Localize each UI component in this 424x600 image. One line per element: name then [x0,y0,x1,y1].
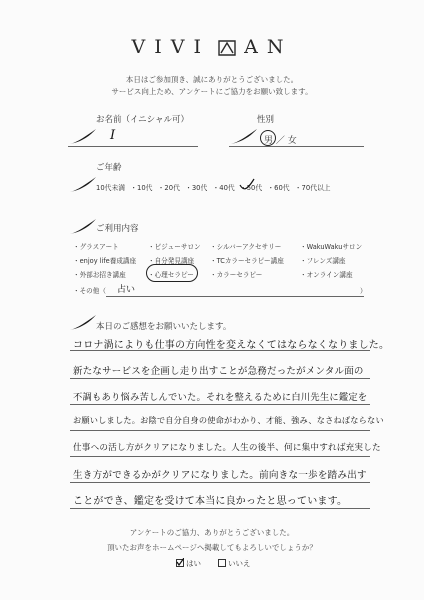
feedback-line [70,508,370,509]
gender-label: 性別 [257,115,275,125]
publish-no-option[interactable] [218,558,251,569]
gender-line [229,146,364,147]
age-label: ご年齢 [96,163,122,173]
quill-icon [68,128,98,146]
publish-yes-option[interactable] [176,558,201,569]
footer-thanks: アンケートのご協力、ありがとうございました。 [129,528,295,537]
service-vision-salon[interactable]: ・ビジューサロン [148,243,201,251]
service-other-close: ） [360,287,367,295]
gender-male[interactable]: 男 [264,136,274,146]
age-options [96,182,334,192]
feedback-text-line: コロナ渦によりも仕事の方向性を変えなくてはならなくなりました。 [73,340,390,351]
feedback-text-line: 仕事への活し方がクリアになりました。人生の後半、何に集中すれば充実した [73,443,381,453]
quill-icon [68,218,98,236]
service-gaibu-maneki[interactable]: ・外部お招き講座 [73,271,126,279]
service-selection-circle [146,264,198,282]
service-glass-art[interactable]: ・グラスアート [73,243,119,251]
gender-female[interactable]: 女 [287,136,297,146]
feedback-text-line: お願いしました。お陰で自分自身の使命がわかり、才能、強み、なさねばならない [73,415,384,425]
age-option[interactable]: 10代未満 [96,184,126,192]
service-silver-accessory[interactable]: ・シルバーアクセサリー [210,243,282,251]
age-option[interactable]: ・30代 [185,184,208,192]
age-option[interactable]: ・40代 [212,184,235,192]
service-self-discovery[interactable]: ・自分発見講座 [148,257,195,265]
feedback-text-line: 新たなサービスを企画し走り出すことが急務だったがメンタル面の [73,366,364,377]
feedback-line [70,430,370,431]
publish-no-label: いいえ [228,559,251,568]
intro-text [0,74,424,98]
feedback-line [70,404,370,405]
service-tc-color[interactable]: ・TCカラーセラピー講座 [210,257,284,265]
feedback-line [70,482,370,483]
service-shinri-therapy[interactable]: ・心理セラピー [148,271,194,279]
service-enjoy-life[interactable]: ・enjoy life養成講座 [73,257,137,265]
quill-icon [68,314,98,332]
footer-question: 頂いたお声をホームページへ掲載してもよろしいでしょうか？ [107,543,317,552]
feedback-text-line: ことができ、鑑定を受けて本当に良かったと思っています。 [73,496,348,507]
age-option[interactable]: ・20代 [157,184,180,192]
checkbox-checked-icon[interactable] [176,559,184,567]
checkbox-icon[interactable] [218,559,226,567]
intro-line-1: 本日はご参加頂き、誠にありがとうございました。 [125,75,299,84]
feedback-label: 本日のご感想をお願いいたします。 [96,322,232,332]
quill-icon [229,128,259,146]
name-value: I [110,128,116,143]
gender-selection-circle [260,130,276,146]
services-label: ご利用内容 [96,224,139,234]
age-option[interactable]: ・60代 [267,184,290,192]
intro-line-2: サービス向上ため、アンケートにご協力をお願い致します。 [111,87,313,96]
service-color-therapy[interactable]: ・カラーセラピー [210,271,263,279]
service-friends[interactable]: ・フレンズ講座 [300,257,346,265]
service-other[interactable] [73,285,106,295]
publish-yes-label: はい [186,559,201,568]
gender-separator: ／ [275,136,285,146]
name-label: お名前（イニシャル可） [96,115,189,125]
service-other-line [106,296,364,297]
brand-mark-icon [217,38,237,60]
brand-right: AN [244,36,293,58]
service-online[interactable]: ・オンライン講座 [300,271,353,279]
brand-left: VIVI [131,36,210,58]
service-other-label: ・その他（ [73,287,106,295]
age-option[interactable]: ・70代以上 [294,184,331,192]
age-option[interactable]: ・50代 [239,184,263,192]
name-line [68,146,198,147]
age-check-mark [238,176,256,194]
feedback-text-line: 不調もあり悩み苦しんでいた。それを整えるために白川先生に鑑定を [73,392,368,403]
brand-logo [0,36,424,60]
service-wakuwaku-salon[interactable]: ・WakuWakuサロン [300,243,363,251]
quill-icon [68,176,98,194]
age-option[interactable]: ・10代 [130,184,153,192]
service-other-value: 占い [117,285,136,295]
feedback-line [70,456,370,457]
feedback-text-line: 生き方ができるかがクリアになりました。前向きな一歩を踏み出す [73,470,367,481]
feedback-line [70,378,370,379]
